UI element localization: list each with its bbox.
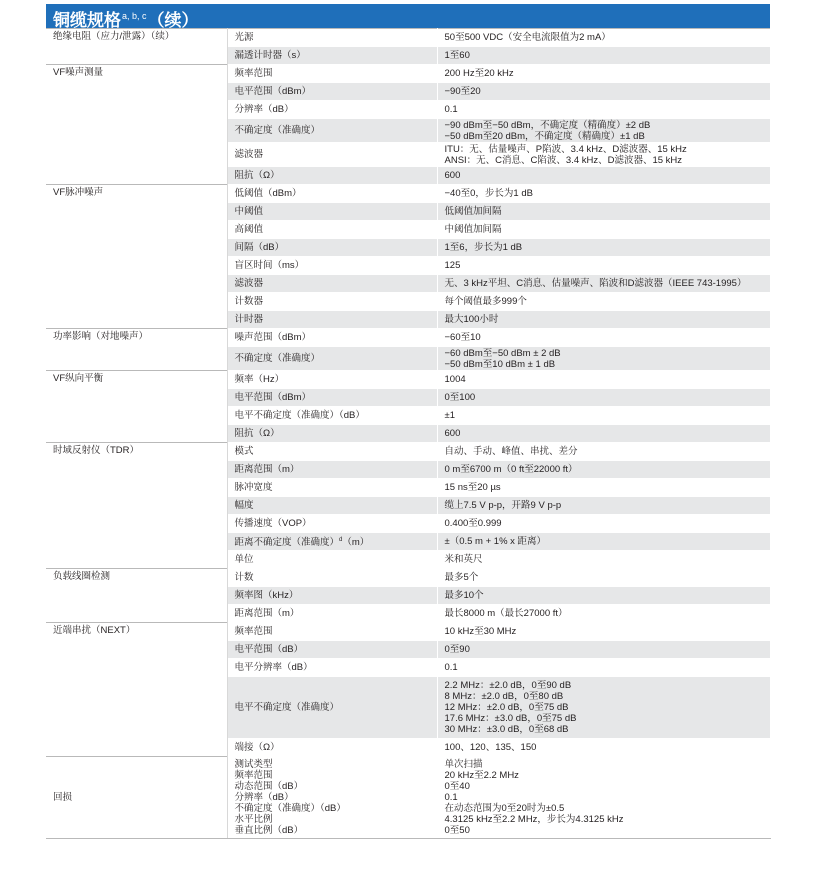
value-cell: 2.2 MHz：±2.0 dB，0至90 dB 8 MHz：±2.0 dB，0至80 dB 12 MHz：±2.0 dB，0至75 dB 17.6 MHz：±3.0 dB，0至75 dB 30 MHz：±3.0 dB，0至68 dB <box>437 677 770 739</box>
spec-row <box>46 371 770 389</box>
section-title-bar <box>46 4 770 28</box>
parameter-cell: 电平不确定度（准确度）（dB） <box>227 407 437 425</box>
value-cell: 米和英尺 <box>437 551 770 569</box>
section-name: 绝缘电阻（应力/泄露）（续） <box>46 29 227 65</box>
value-cell: 缆上7.5 V p-p，开路9 V p-p <box>437 497 770 515</box>
section-name: VF脉冲噪声 <box>46 185 227 329</box>
value-cell: −60 dBm至−50 dBm ± 2 dB −50 dBm至10 dBm ± 1 dB <box>437 347 770 371</box>
spec-row <box>46 569 770 587</box>
value-cell: 50至500 VDC（安全电流限值为2 mA） <box>437 29 770 47</box>
section-name: 回损 <box>46 757 227 839</box>
title-superscripts: a, b, c <box>122 11 147 21</box>
parameter-cell: 阻抗（Ω） <box>227 425 437 443</box>
section-name: 功率影响（对地噪声） <box>46 329 227 371</box>
value-cell: 单次扫描 20 kHz至2.2 MHz 0至40 0.1 在动态范围为0至20时为±0.5 4.3125 kHz至2.2 MHz，步长为4.3125 kHz 0至50 <box>437 757 770 839</box>
section-name: 负载线圈检测 <box>46 569 227 623</box>
spec-row <box>46 185 770 203</box>
section-name: 近端串扰（NEXT） <box>46 623 227 757</box>
value-cell: 0.1 <box>437 659 770 677</box>
parameter-cell: 电平不确定度（准确度） <box>227 677 437 739</box>
parameter-cell: 分辨率（dB） <box>227 101 437 119</box>
value-cell: −90至20 <box>437 83 770 101</box>
parameter-cell: 测试类型 频率范围 动态范围（dB） 分辨率（dB） 不确定度（准确度）（dB） 水平比例 垂直比例（dB） <box>227 757 437 839</box>
value-cell: 最多5个 <box>437 569 770 587</box>
parameter-unit: （m） <box>342 537 370 548</box>
parameter-cell: 距离范围（m） <box>227 605 437 623</box>
value-cell: 最长8000 m（最长27000 ft） <box>437 605 770 623</box>
value-cell: 中阈值加间隔 <box>437 221 770 239</box>
value-cell: 自动、手动、峰值、串扰、差分 <box>437 443 770 461</box>
value-cell: 10 kHz至30 MHz <box>437 623 770 641</box>
value-cell: 600 <box>437 167 770 185</box>
parameter-cell: 频率范围 <box>227 623 437 641</box>
value-cell: 600 <box>437 425 770 443</box>
parameter-cell: 端接（Ω） <box>227 739 437 757</box>
value-cell: 1004 <box>437 371 770 389</box>
value-cell: ±（0.5 m + 1% x 距离） <box>437 533 770 551</box>
parameter-cell: 中阈值 <box>227 203 437 221</box>
parameter-cell: 电平范围（dB） <box>227 641 437 659</box>
value-cell: 低阈值加间隔 <box>437 203 770 221</box>
spec-row <box>46 443 770 461</box>
spec-row <box>46 65 770 83</box>
parameter-cell: 电平范围（dBm） <box>227 83 437 101</box>
parameter-cell: 光源 <box>227 29 437 47</box>
spec-table <box>46 28 771 839</box>
parameter-cell: 盲区时间（ms） <box>227 257 437 275</box>
parameter-cell: 计时器 <box>227 311 437 329</box>
parameter-cell: 低阈值（dBm） <box>227 185 437 203</box>
value-cell: 每个阈值最多999个 <box>437 293 770 311</box>
section-name: VF纵向平衡 <box>46 371 227 443</box>
spec-row <box>46 757 770 839</box>
spec-sheet <box>46 4 770 839</box>
value-cell: 0.1 <box>437 101 770 119</box>
value-cell: 100、120、135、150 <box>437 739 770 757</box>
parameter-cell: 单位 <box>227 551 437 569</box>
parameter-cell: 频率图（kHz） <box>227 587 437 605</box>
value-cell: ITU：无、估量噪声、P陷波、3.4 kHz、D滤波器、15 kHz ANSI：无、C消息、C陷波、3.4 kHz、D滤波器、15 kHz <box>437 143 770 167</box>
parameter-label: 距离不确定度（准确度） <box>234 537 340 548</box>
value-cell: 最大100小时 <box>437 311 770 329</box>
parameter-cell: 幅度 <box>227 497 437 515</box>
parameter-cell: 传播速度（VOP） <box>227 515 437 533</box>
parameter-cell: 距离范围（m） <box>227 461 437 479</box>
value-cell: 15 ns至20 µs <box>437 479 770 497</box>
value-cell: 0 m至6700 m（0 ft至22000 ft） <box>437 461 770 479</box>
value-cell: −40至0，步长为1 dB <box>437 185 770 203</box>
parameter-cell: 频率范围 <box>227 65 437 83</box>
parameter-cell: 滤波器 <box>227 143 437 167</box>
parameter-cell: 电平分辨率（dB） <box>227 659 437 677</box>
section-name: VF噪声测量 <box>46 65 227 185</box>
spec-row <box>46 623 770 641</box>
parameter-cell: 不确定度（准确度） <box>227 347 437 371</box>
value-cell: 0至100 <box>437 389 770 407</box>
parameter-cell: 频率（Hz） <box>227 371 437 389</box>
parameter-cell <box>227 533 437 551</box>
spec-row <box>46 329 770 347</box>
parameter-cell: 脉冲宽度 <box>227 479 437 497</box>
value-cell: 125 <box>437 257 770 275</box>
parameter-cell: 噪声范围（dBm） <box>227 329 437 347</box>
parameter-cell: 不确定度（准确度） <box>227 119 437 143</box>
section-name: 时域反射仪（TDR） <box>46 443 227 569</box>
value-cell: −90 dBm至−50 dBm，不确定度（精确度）±2 dB −50 dBm至20 dBm，不确定度（精确度）±1 dB <box>437 119 770 143</box>
parameter-cell: 高阈值 <box>227 221 437 239</box>
parameter-cell: 阻抗（Ω） <box>227 167 437 185</box>
value-cell: 无、3 kHz平坦、C消息、估量噪声、陷波和D滤波器（IEEE 743-1995） <box>437 275 770 293</box>
parameter-cell: 计数器 <box>227 293 437 311</box>
value-cell: 0至90 <box>437 641 770 659</box>
value-cell: 1至6，步长为1 dB <box>437 239 770 257</box>
value-cell: 1至60 <box>437 47 770 65</box>
value-cell: ±1 <box>437 407 770 425</box>
value-cell: −60至10 <box>437 329 770 347</box>
value-cell: 0.400至0.999 <box>437 515 770 533</box>
title-main: 铜缆规格 <box>53 11 121 30</box>
parameter-cell: 模式 <box>227 443 437 461</box>
title-suffix: （续） <box>147 11 199 30</box>
parameter-cell: 滤波器 <box>227 275 437 293</box>
value-cell: 最多10个 <box>437 587 770 605</box>
footnote-marker: d <box>339 537 343 543</box>
parameter-cell: 漏透计时器（s） <box>227 47 437 65</box>
parameter-cell: 电平范围（dBm） <box>227 389 437 407</box>
value-cell: 200 Hz至20 kHz <box>437 65 770 83</box>
parameter-cell: 计数 <box>227 569 437 587</box>
spec-row <box>46 29 770 47</box>
parameter-cell: 间隔（dB） <box>227 239 437 257</box>
